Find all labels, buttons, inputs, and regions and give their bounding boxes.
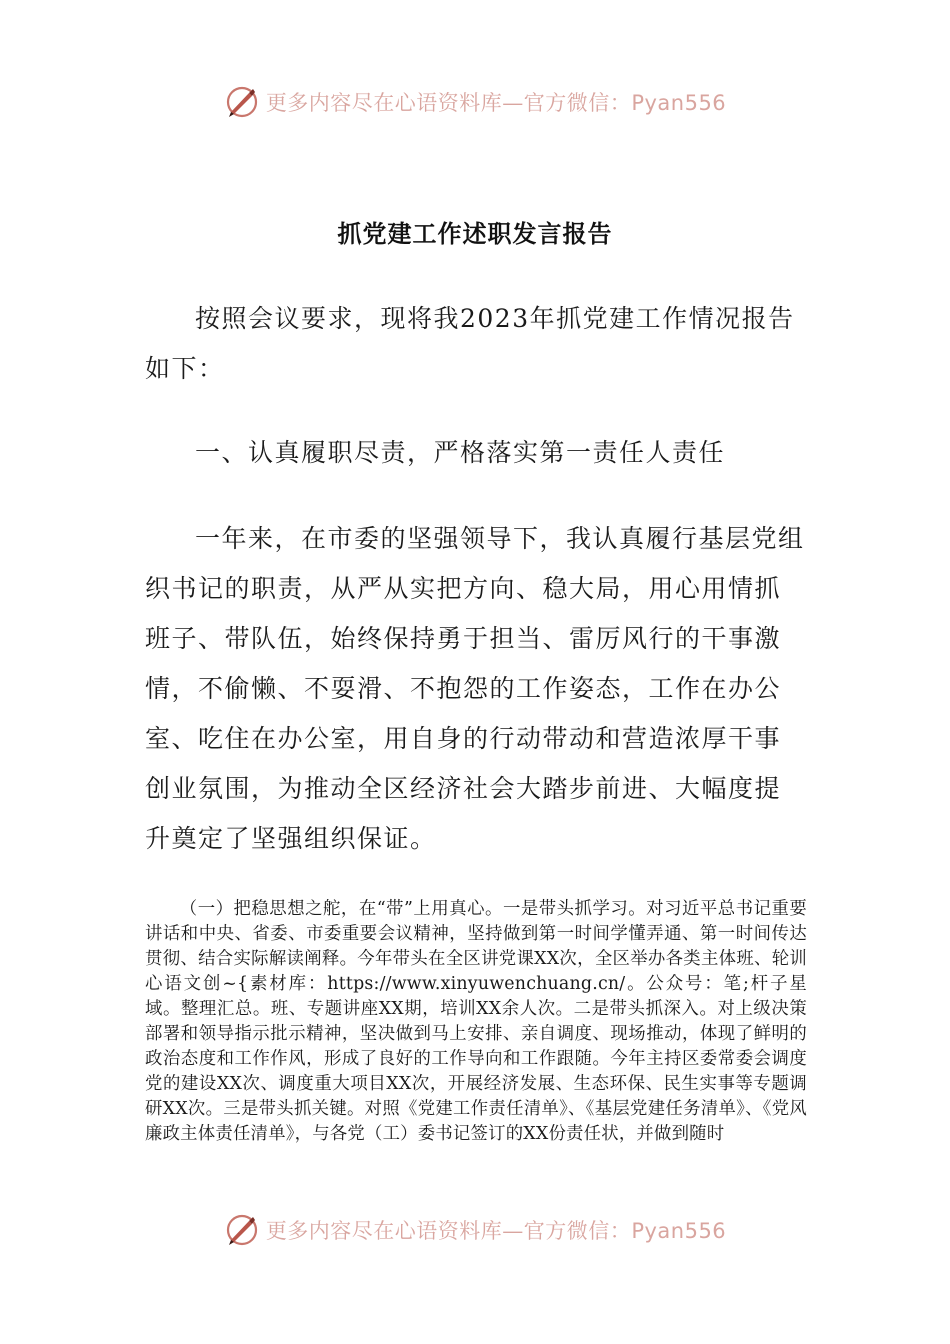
section-paragraph bbox=[145, 514, 805, 864]
intro-text: 按照会议要求，现将我2023年抓党建工作情况报告如下： bbox=[145, 304, 795, 383]
document-title: 抓党建工作述职发言报告 bbox=[337, 219, 613, 248]
section1-paragraph-text: 一年来，在市委的坚强领导下，我认真履行基层党组织书记的职责，从严从实把方向、稳大局，用心用情抓班子、带队伍，始终保持勇于担当、雷厉风行的干事激情，不偷懒、不耍滑、不抱怨的工作姿态，工作在办公室、吃住在办公室，用自身的行动带动和营造浓厚干事创业氛围，为推动全区经济社会大踏步前进、大幅度提升奠定了坚强组织保证。 bbox=[145, 524, 805, 853]
intro-paragraph bbox=[145, 294, 805, 394]
section1-heading-text: 一、认真履职尽责，严格落实第一责任人责任 bbox=[195, 438, 726, 467]
footer-watermark bbox=[0, 1208, 950, 1252]
watermark-wechat-id: Pyan556 bbox=[631, 91, 727, 115]
header-watermark bbox=[0, 80, 950, 124]
section-heading bbox=[145, 428, 805, 478]
subsection1-text: （一）把稳思想之舵，在“带”上用真心。一是带头抓学习。对习近平总书记重要讲话和中央、省委、市委重要会议精神，坚持做到第一时间学懂弄通、第一时间传达贯彻、结合实际解读阐释。今年带头在全区讲党课XX次，全区举办各类主体班、轮训心语文创~{素材库：https://www.xinyuwenchuang.cn/。公众号：笔;杆子星域。整理汇总。班、专题讲座XX期，培训XX余人次。二是带头抓深入。对上级决策部署和领导指示批示精神，坚决做到马上安排、亲自调度、现场推动，体现了鲜明的政治态度和工作作风，形成了良好的工作导向和工作跟随。今年主持区委常委会调度党的建设XX次、调度重大项目XX次，开展经济发展、生态环保、民生实事等专题调研XX次。三是带头抓关键。对照《党建工作责任清单》、《基层党建任务清单》、《党风廉政主体责任清单》，与各党（工）委书记签订的XX份责任状，并做到随时 bbox=[145, 899, 807, 1144]
watermark-text: 更多内容尽在心语资料库—官方微信：Pyan556 bbox=[265, 1219, 727, 1243]
watermark-wechat-id: Pyan556 bbox=[631, 1219, 727, 1243]
watermark-text: 更多内容尽在心语资料库—官方微信：Pyan556 bbox=[265, 91, 727, 115]
pen-circle-logo-icon bbox=[224, 1212, 260, 1248]
subsection-paragraph bbox=[145, 897, 807, 1147]
pen-circle-logo-icon bbox=[224, 84, 260, 120]
